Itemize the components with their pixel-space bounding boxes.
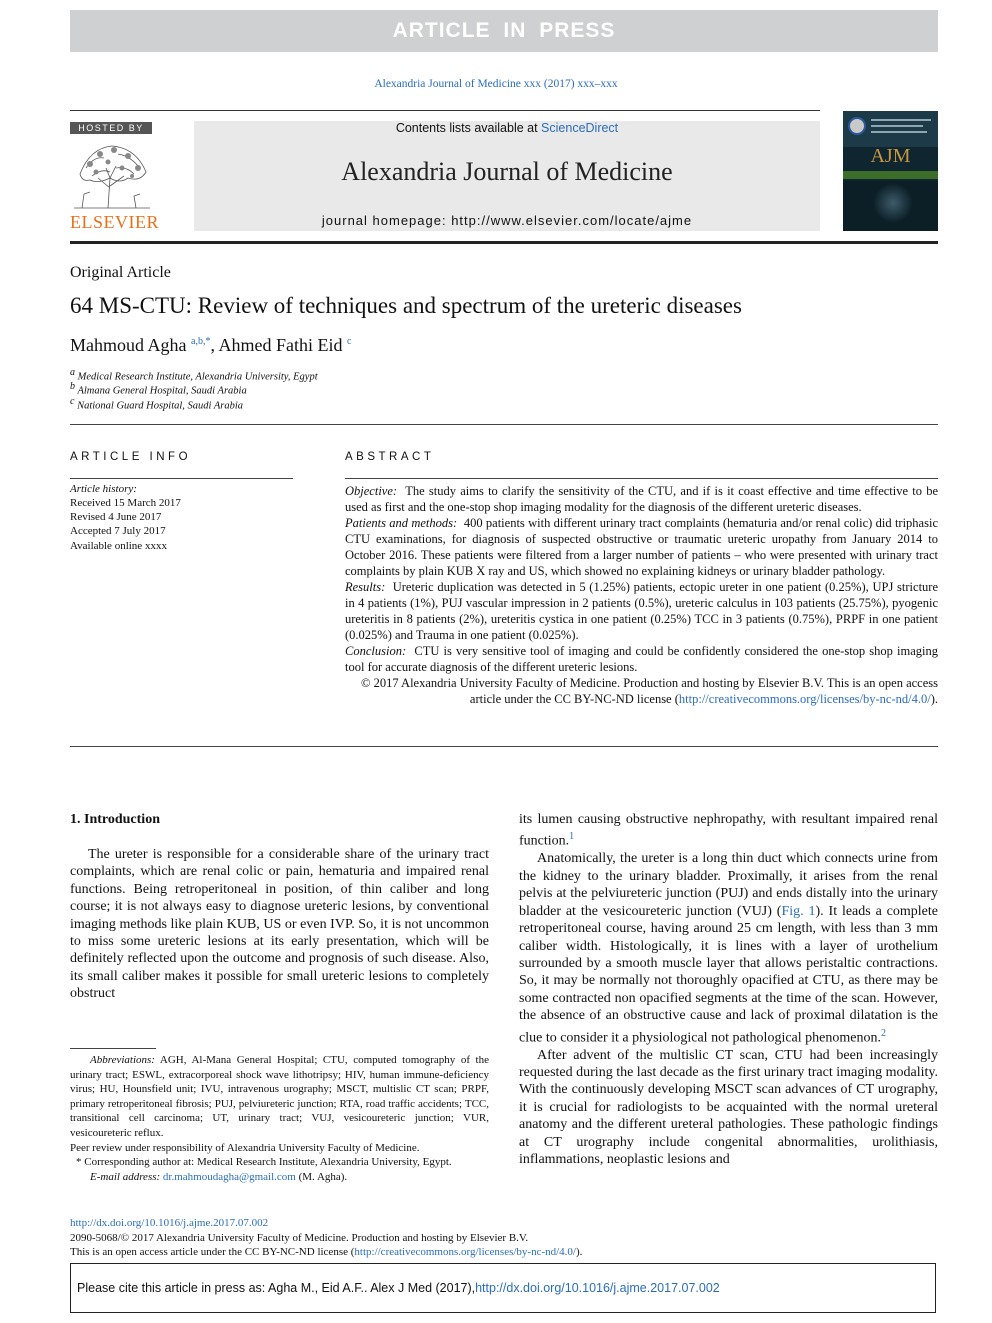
- email-label: E-mail address:: [90, 1170, 161, 1183]
- license-link[interactable]: http://creativecommons.org/licenses/by-nc-nd/4.0/: [354, 1246, 576, 1259]
- divider: [70, 478, 293, 479]
- footnotes: [70, 1053, 489, 1184]
- abbreviations-label: Abbreviations:: [90, 1054, 155, 1066]
- methods-text: 400 patients with different urinary tract complaints (hematuria and/or renal colic) did triphasic CTU examinations, for diagnosis of suspected obstructive or traumatic ureteric uropathy from January 2014 to October 2016. These patients were filtered from a larger number of patients – who were presented with urinary tract complaints by plain KUB X ray and US, which showed no explaining kidneys or urinary bladder pathology.: [345, 516, 938, 578]
- author-name[interactable]: Ahmed Fathi Eid: [218, 335, 343, 355]
- copyright-text: © 2017 Alexandria University Faculty of Medicine. Production and hosting by Elsevier B.V. This is an open access article under the CC BY-NC-ND license (: [361, 676, 938, 706]
- objective-text: The study aims to clarify the sensitivity of the CTU, and if is it coast effective and time effective to be used as first and the one-stop shop imaging modality for the diagnosis of the different ureteric diseases.: [345, 484, 938, 514]
- reference-link[interactable]: 1: [569, 831, 575, 843]
- journal-cover-image[interactable]: [843, 111, 938, 231]
- received-date: Received 15 March 2017: [70, 497, 181, 509]
- email-link[interactable]: dr.mahmoudagha@gmail.com: [162, 1170, 296, 1183]
- affiliation-text: National Guard Hospital, Saudi Arabia: [77, 400, 244, 412]
- citation-box: [70, 1263, 936, 1313]
- results-label: Results:: [345, 580, 386, 594]
- footnote-rule: [70, 1048, 156, 1049]
- affiliation-mark: c: [70, 396, 75, 407]
- license-prefix: This is an open access article under the CC BY-NC-ND license (: [70, 1246, 355, 1259]
- conclusion-text: CTU is very sensitive tool of imaging and could be confidently considered the one-stop shop imaging tool for accurate diagnosis of the different ureteric lesions.: [345, 644, 938, 674]
- abstract-methods: [345, 515, 938, 579]
- body-column-left: [70, 846, 489, 1003]
- affiliation-mark: a: [70, 367, 75, 378]
- license-suffix: ).: [576, 1246, 583, 1259]
- article-in-press-banner: ARTICLE IN PRESS: [70, 10, 938, 52]
- elsevier-logo[interactable]: [70, 138, 159, 232]
- accepted-date: Accepted 7 July 2017: [70, 525, 166, 537]
- abstract-objective: [345, 483, 938, 515]
- copyright-end: ).: [930, 692, 938, 706]
- methods-label: Patients and methods:: [345, 516, 458, 530]
- history-label: Article history:: [70, 483, 137, 495]
- paragraph-text: its lumen causing obstructive nephropathy, with resultant impaired renal function.: [519, 812, 938, 850]
- divider: [70, 424, 938, 425]
- divider: [70, 746, 938, 747]
- contents-prefix: Contents lists available at: [395, 121, 542, 135]
- citation-doi-link[interactable]: http://dx.doi.org/10.1016/j.ajme.2017.07.002: [475, 1281, 720, 1295]
- elsevier-wordmark: ELSEVIER: [70, 212, 159, 232]
- paragraph: The ureter is responsible for a considerable share of the urinary tract complaints, which are renal colic or pain, hematuria and impaired renal functions. Being retroperitoneal in position, of thin caliber and long course; it is not always easy to diagnose ureteric lesions, by conventional imaging methods like plain KUB, US or even IVP. So, it is not uncommon to miss some ureteric lesions at its early presentation, which will be definitely reflected upon the outcome and prognosis of such disease. Also, its small caliber makes it possible for small ureteric lesions to completely obstruct: [70, 847, 489, 1002]
- sciencedirect-link[interactable]: ScienceDirect: [541, 121, 619, 135]
- journal-reference-link[interactable]: Alexandria Journal of Medicine xxx (2017) xxx–xxx: [374, 78, 618, 90]
- paragraph-text: Anatomically, the ureter is a long thin duct which connects urine from the kidney to the urinary bladder. Proximally, it arises from the renal pelvis at the pelviureteric junction (PUJ) and ends distally into the urinary bladder at the vesicoureteric junction (VUJ) (: [519, 851, 938, 919]
- author-affiliation-marks[interactable]: a,b,: [191, 336, 206, 347]
- affiliation: [70, 396, 243, 412]
- article-info-heading: ARTICLE INFO: [70, 451, 192, 463]
- license-line: [70, 1245, 582, 1260]
- abstract-heading: ABSTRACT: [345, 451, 435, 463]
- abstract-results: [345, 579, 938, 643]
- abstract-body: [345, 483, 938, 707]
- doi-link[interactable]: http://dx.doi.org/10.1016/j.ajme.2017.07.002: [70, 1217, 269, 1229]
- affiliation-text: Almana General Hospital, Saudi Arabia: [77, 385, 247, 397]
- article-type: Original Article: [70, 264, 171, 281]
- journal-homepage-link[interactable]: journal homepage: http://www.elsevier.com/locate/ajme: [321, 213, 693, 228]
- figure-link[interactable]: Fig. 1: [781, 903, 816, 919]
- abbreviations-text: AGH, Al-Mana General Hospital; CTU, computed tomography of the urinary tract; ESWL, extracorporeal shock wave lithotripsy; HIV, human immune-deficiency virus; HU, Hounsfield unit; IVU, intravenous urography; MSCT, multislic CT scan; PRPF, primary retroperitoneal fibrosis; PUJ, pelviureteric junction; RTA, road traffic accidents; TCC, transitional cell carcinoma; UT, urinary tract; VUJ, vesicoureteric junction; VUR, vesicoureteric reflux.: [70, 1054, 489, 1139]
- revised-date: Revised 4 June 2017: [70, 511, 162, 523]
- paragraph: After advent of the multislic CT scan, CTU had been increasingly requested during the last decade as the first urinary tract imaging modality. With the continuously developing MSCT scan advances of CT urography, it is crucial for radiologists to be acquainted with the normal ureteral anatomy and the different ureteral pathologies. These pathologic findings at CT urography include congenital abnormalities, urolithiasis, inflammations, neoplastic lesions and: [519, 1047, 938, 1168]
- affiliation: [70, 381, 247, 397]
- paragraph-text: ). It leads a complete retroperitoneal course, having around 25 cm length, with less than 3 mm caliber width. Histologically, it is lines with a layer of urothelium surrounded by a smooth muscle layer that allows peristaltic contractions. So, it may be normally not thoroughly opacified at CTU, as there may be some contracted non opacified segments at the time of the scan. However, the absence of an obstructive cause and lack of proximal dilatation is the clue to consider it a physiological not pathological phenomenon.: [519, 903, 938, 1046]
- reference-link[interactable]: 2: [880, 1027, 886, 1039]
- license-link[interactable]: http://creativecommons.org/licenses/by-nc-nd/4.0/: [678, 692, 931, 706]
- section-heading: 1. Introduction: [70, 812, 160, 827]
- cover-title: AJM: [870, 145, 911, 167]
- author-affiliation-marks[interactable]: c: [346, 336, 352, 347]
- masthead-top-rule: [70, 110, 820, 111]
- corresponding-author-note: * Corresponding author at: Medical Research Institute, Alexandria University, Egypt.: [76, 1156, 452, 1169]
- conclusion-label: Conclusion:: [345, 644, 407, 658]
- online-date: Available online xxxx: [70, 540, 167, 552]
- paragraph: [519, 811, 938, 850]
- abstract-copyright: [345, 675, 938, 707]
- author-name[interactable]: Mahmoud Agha: [70, 335, 187, 355]
- objective-label: Objective:: [345, 484, 398, 498]
- peer-review-note: Peer review under responsibility of Alexandria University Faculty of Medicine.: [70, 1141, 420, 1154]
- divider: [345, 478, 938, 479]
- publication-info: [70, 1216, 582, 1260]
- results-text: Ureteric duplication was detected in 5 (1.25%) patients, ectopic ureter in one patient (0.25%), UPJ stricture in 4 patients (1%), PUJ vascular impression in 2 patients (0.5%), ureteric calculus in 103 patients (25.75%), pyogenic ureteritis in 8 patients (2%), ureteritis cystica in one patient (0.25%) TCC in 3 patients (0.75%), PRPF in one patient (0.025%) and Trauma in one patient (0.025%).: [345, 580, 939, 642]
- abstract-conclusion: [345, 643, 938, 675]
- hosted-by-label: HOSTED BY: [70, 122, 152, 134]
- contents-line: [194, 121, 820, 135]
- citation-text: Please cite this article in press as: Agha M., Eid A.F.. Alex J Med (2017),: [77, 1281, 476, 1295]
- corresponding-author-mark[interactable]: *: [205, 336, 211, 347]
- abbreviations: [70, 1053, 489, 1141]
- article-title: 64 MS-CTU: Review of techniques and spectrum of the ureteric diseases: [70, 293, 742, 318]
- author-list: Mahmoud Agha $^{a,b,*}$, Ahmed Fathi Eid $^c$: [70, 335, 352, 355]
- email-line: [70, 1170, 489, 1185]
- paragraph: [519, 850, 938, 1046]
- affiliation-text: Medical Research Institute, Alexandria University, Egypt: [77, 371, 318, 383]
- issn-line: 2090-5068/© 2017 Alexandria University Faculty of Medicine. Production and hosting by Elsevier B.V.: [70, 1231, 529, 1244]
- email-suffix: (M. Agha).: [295, 1170, 348, 1183]
- affiliation-mark: b: [70, 381, 75, 392]
- cover-seal-icon: [848, 117, 866, 135]
- journal-title: Alexandria Journal of Medicine: [341, 157, 673, 186]
- masthead-bottom-rule: [70, 241, 938, 244]
- body-column-right: [519, 811, 938, 1168]
